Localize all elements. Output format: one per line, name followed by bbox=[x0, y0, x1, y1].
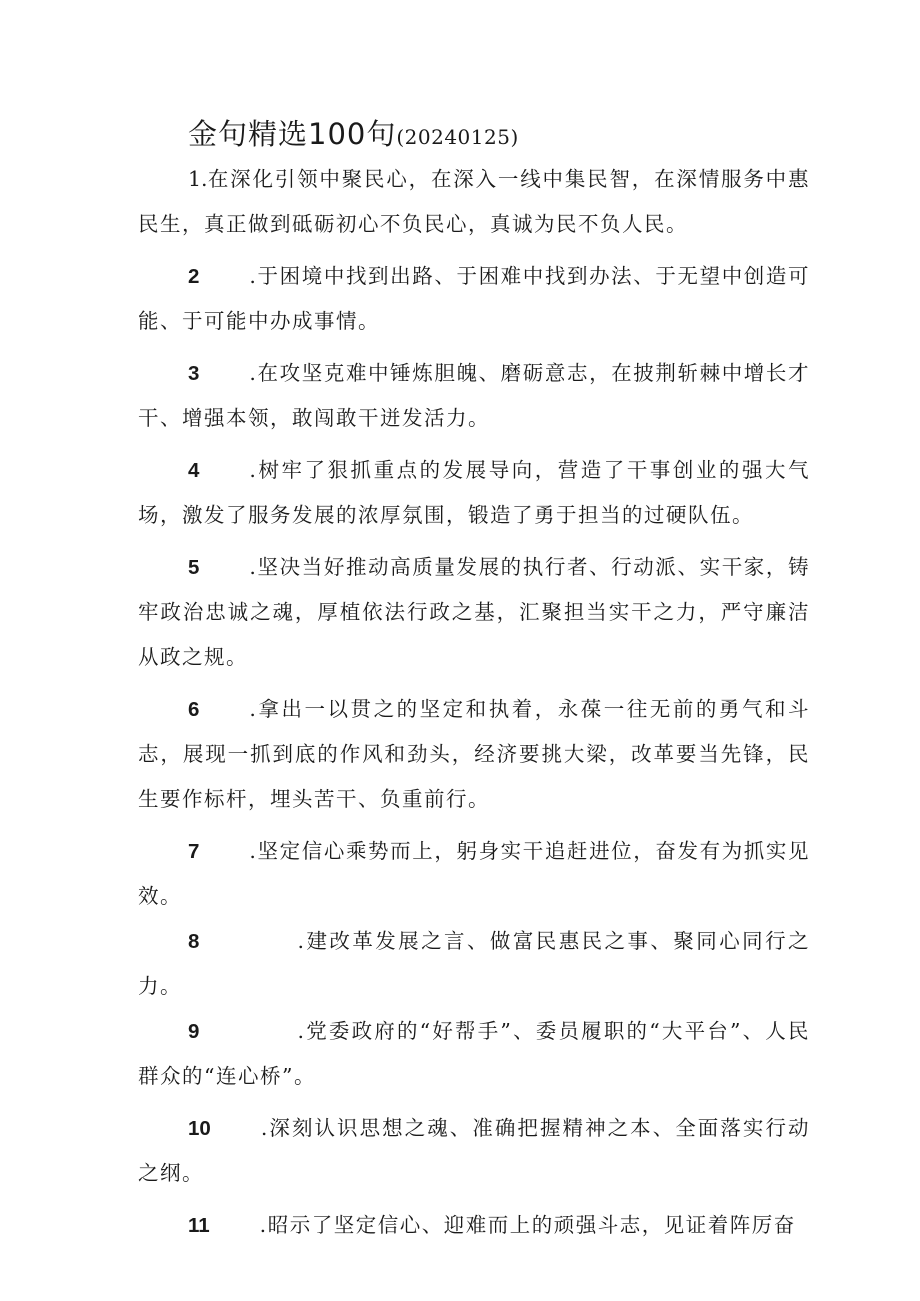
quote-item: 11.昭示了坚定信心、迎难而上的顽强斗志，见证着阵厉奋 bbox=[188, 1213, 796, 1237]
quote-item: 9 .党委政府的“好帮手”、委员履职的“大平台”、人民群众的“连心桥”。 bbox=[138, 1019, 810, 1088]
quote-number: 7 bbox=[188, 840, 200, 863]
quote-text: 坚决当好推动高质量发展的执行者、行动派、实干家，铸牢政治忠诚之魂，厚植依法行政之基，汇聚担当实干之力，严守廉洁从政之规。 bbox=[138, 555, 810, 669]
quote-item: 7.坚定信心乘势而上，躬身实干追赶进位，奋发有为抓实见效。 bbox=[138, 839, 810, 908]
quote-number: 4 bbox=[188, 459, 200, 482]
quote-text: 党委政府的“好帮手”、委员履职的“大平台”、人民群众的“连心桥”。 bbox=[138, 1019, 810, 1088]
quote-item: 8 .建改革发展之言、做富民惠民之事、聚同心同行之力。 bbox=[138, 929, 810, 998]
quote-text: 于困境中找到出路、于困难中找到办法、于无望中创造可能、于可能中办成事情。 bbox=[138, 264, 810, 333]
title-date: (20240125) bbox=[396, 125, 519, 149]
quote-number: 11 bbox=[188, 1214, 210, 1237]
quote-text: 昭示了坚定信心、迎难而上的顽强斗志，见证着阵厉奋 bbox=[267, 1213, 796, 1237]
quote-item: 5.坚决当好推动高质量发展的执行者、行动派、实干家，铸牢政治忠诚之魂，厚植依法行政之基，汇聚担当实干之力，严守廉洁从政之规。 bbox=[138, 555, 810, 669]
quote-text: 在深化引领中聚民心，在深入一线中集民智，在深情服务中惠民生，真正做到砥砺初心不负民心，真诚为民不负人民。 bbox=[138, 167, 810, 236]
quote-item bbox=[138, 157, 810, 247]
title-main: 金句精选100句 bbox=[188, 117, 397, 151]
quote-item: 2.于困境中找到出路、于困难中找到办法、于无望中创造可能、于可能中办成事情。 bbox=[138, 264, 810, 333]
document-title bbox=[188, 110, 519, 163]
quote-number: 10 bbox=[188, 1117, 211, 1140]
quote-list bbox=[138, 157, 810, 1248]
quote-text: 深刻认识思想之魂、准确把握精神之本、全面落实行动之纲。 bbox=[138, 1116, 810, 1185]
quote-number: 2 bbox=[188, 265, 200, 288]
quote-text: 坚定信心乘势而上，躬身实干追赶进位，奋发有为抓实见效。 bbox=[138, 839, 810, 908]
quote-item: 4.树牢了狠抓重点的发展导向，营造了干事创业的强大气场，激发了服务发展的浓厚氛围，锻造了勇于担当的过硬队伍。 bbox=[138, 458, 810, 527]
quote-item: 3.在攻坚克难中锤炼胆魄、磨砺意志，在披荆斩棘中增长才干、增强本领，敢闯敢干迸发活力。 bbox=[138, 361, 810, 430]
quote-item: 6.拿出一以贯之的坚定和执着，永葆一往无前的勇气和斗志，展现一抓到底的作风和劲头，经济要挑大梁，改革要当先锋，民生要作标杆，埋头苦干、负重前行。 bbox=[138, 697, 810, 811]
quote-text: 在攻坚克难中锤炼胆魄、磨砺意志，在披荆斩棘中增长才干、增强本领，敢闯敢干迸发活力。 bbox=[138, 361, 810, 430]
quote-number: 3 bbox=[188, 362, 200, 385]
quote-text: 建改革发展之言、做富民惠民之事、聚同心同行之力。 bbox=[138, 929, 810, 998]
quote-text: 树牢了狠抓重点的发展导向，营造了干事创业的强大气场，激发了服务发展的浓厚氛围，锻造了勇于担当的过硬队伍。 bbox=[138, 458, 810, 527]
quote-number: 8 bbox=[188, 930, 200, 953]
quote-text: 拿出一以贯之的坚定和执着，永葆一往无前的勇气和斗志，展现一抓到底的作风和劲头，经济要挑大梁，改革要当先锋，民生要作标杆，埋头苦干、负重前行。 bbox=[138, 697, 810, 811]
quote-number: 1. bbox=[188, 167, 208, 191]
quote-number: 5 bbox=[188, 556, 200, 579]
quote-number: 9 bbox=[188, 1020, 200, 1043]
quote-item: 10.深刻认识思想之魂、准确把握精神之本、全面落实行动之纲。 bbox=[138, 1116, 810, 1185]
quote-number: 6 bbox=[188, 698, 200, 721]
